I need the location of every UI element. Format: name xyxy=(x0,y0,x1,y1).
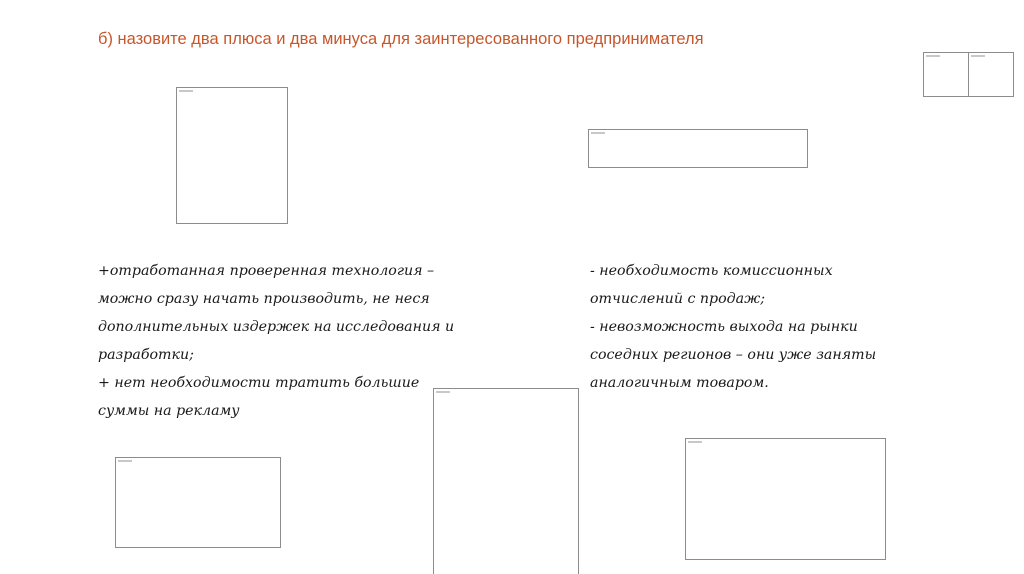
image-placeholder-upper-left xyxy=(176,87,288,224)
pros-line: +отработанная проверенная технология – xyxy=(98,263,435,279)
image-placeholder-top-right-1 xyxy=(923,52,969,97)
image-placeholder-bottom-center xyxy=(433,388,579,574)
image-placeholder-bottom-left xyxy=(115,457,281,548)
pros-line: можно сразу начать производить, не неся xyxy=(98,291,430,307)
image-placeholder-upper-right xyxy=(588,129,808,168)
cons-line: отчислений с продаж; xyxy=(590,291,766,307)
pros-list xyxy=(98,257,454,425)
pros-line: дополнительных издержек на исследования и xyxy=(98,319,455,335)
cons-line: - невозможность выхода на рынки xyxy=(590,319,858,335)
cons-line: соседних регионов – они уже заняты xyxy=(590,347,877,363)
pros-line: суммы на рекламу xyxy=(98,403,240,419)
pros-line: + нет необходимости тратить большие xyxy=(98,375,420,391)
slide-title: б) назовите два плюса и два минуса для заинтересованного предпринимателя xyxy=(98,30,704,48)
pros-line: разработки; xyxy=(98,347,194,363)
cons-list xyxy=(590,257,876,397)
image-placeholder-top-right-2 xyxy=(968,52,1014,97)
cons-line: - необходимость комиссионных xyxy=(590,263,833,279)
image-placeholder-bottom-right xyxy=(685,438,886,560)
cons-line: аналогичным товаром. xyxy=(590,375,769,391)
